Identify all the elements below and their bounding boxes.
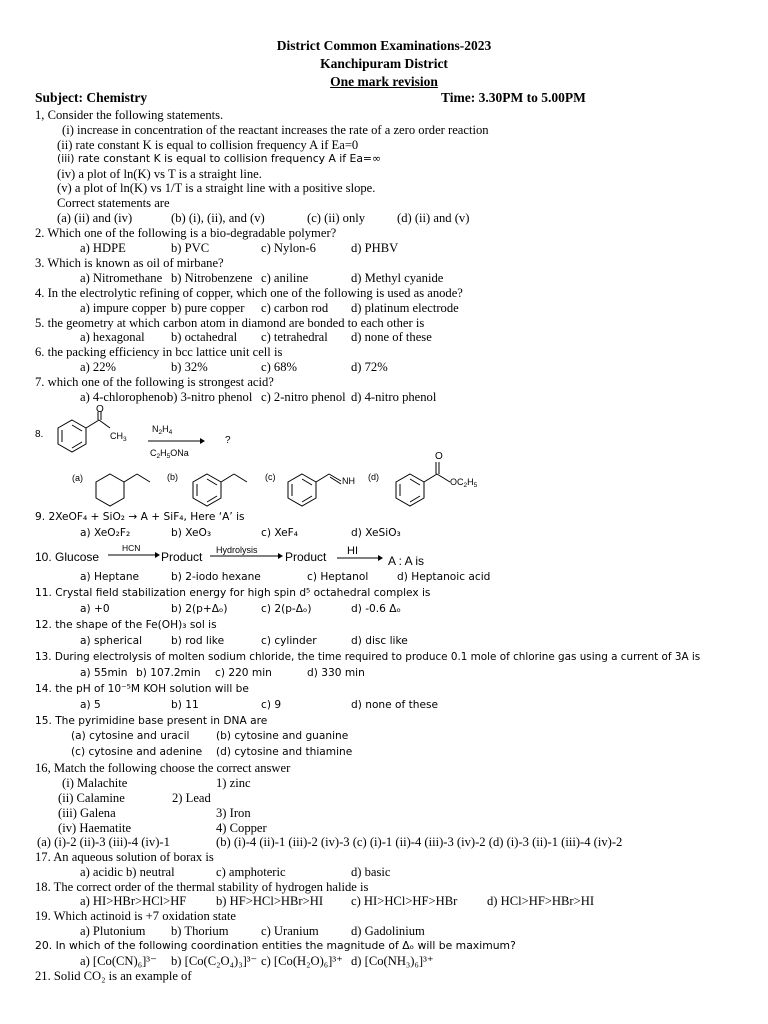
acetophenone-structure bbox=[58, 412, 110, 452]
option: d) XeSiO₃ bbox=[351, 527, 401, 539]
option: b) rod like bbox=[171, 635, 225, 647]
propylcyclohexane-structure bbox=[96, 474, 150, 506]
option: c) 68% bbox=[261, 360, 298, 374]
question-15-stem: 15. The pyrimidine base present in DNA are bbox=[35, 715, 268, 727]
option: c) HI>HCl>HF>HBr bbox=[351, 894, 458, 908]
option: d) none of these bbox=[351, 330, 432, 344]
option: d) -0.6 Δₒ bbox=[351, 603, 401, 615]
option: (a) (ii) and (iv) bbox=[57, 211, 133, 225]
option: a) 5 bbox=[80, 699, 101, 711]
nh-label: NH bbox=[342, 476, 355, 486]
question-6-stem: 6. the packing efficiency in bcc lattice unit cell is bbox=[35, 345, 283, 359]
option: b) HF>HCl>HBr>HI bbox=[216, 894, 324, 908]
match-answer: (a) (i)-2 (ii)-3 (iii)-4 (iv)-1 bbox=[37, 835, 170, 849]
question-5-stem: 5. the geometry at which carbon atom in diamond are bonded to each other is bbox=[35, 316, 425, 330]
option: a) HI>HBr>HCl>HF bbox=[80, 894, 187, 908]
question-2-stem: 2. Which one of the following is a bio-degradable polymer? bbox=[35, 226, 337, 240]
ch3-label: $CH_3$ bbox=[110, 431, 127, 443]
option: a) acidic bbox=[80, 865, 123, 879]
option: c) Uranium bbox=[261, 924, 319, 938]
option: d) disc like bbox=[351, 635, 408, 647]
option-b-label: (b) bbox=[167, 472, 178, 482]
option: b) 107.2min bbox=[136, 667, 201, 679]
option: d) 4-nitro phenol bbox=[351, 390, 437, 404]
option: c) cylinder bbox=[261, 635, 317, 647]
match-left-item: (i) Malachite bbox=[62, 776, 128, 790]
subject-label: Subject: Chemistry bbox=[35, 90, 148, 105]
option: d) Heptanoic acid bbox=[397, 571, 491, 583]
option: d) Methyl cyanide bbox=[351, 271, 444, 285]
match-left-item: (iv) Haematite bbox=[58, 821, 132, 835]
option: (a) cytosine and uracil bbox=[71, 730, 190, 742]
question-9-stem: 9. 2XeOF₄ + SiO₂ → A + SiF₄, Here ‘A’ is bbox=[35, 511, 245, 523]
product-label: Product bbox=[161, 550, 203, 564]
option: c) tetrahedral bbox=[261, 330, 328, 344]
arrow-head bbox=[155, 552, 160, 558]
option: d) HCl>HF>HBr>HI bbox=[487, 894, 595, 908]
option: c) amphoteric bbox=[216, 865, 286, 879]
question-19-stem: 19. Which actinoid is +7 oxidation state bbox=[35, 909, 236, 923]
option: d) 72% bbox=[351, 360, 388, 374]
product-label: Product bbox=[285, 550, 327, 564]
option: d) Gadolinium bbox=[351, 924, 425, 938]
question-1-statement: (i) increase in concentration of the reactant increases the rate of a zero order reaction bbox=[62, 123, 489, 137]
question-18-stem: 18. The correct order of the thermal stability of hydrogen halide is bbox=[35, 880, 369, 894]
option: (d) cytosine and thiamine bbox=[216, 746, 353, 758]
option: b) 3-nitro phenol bbox=[167, 390, 253, 404]
district-name: Kanchipuram District bbox=[320, 56, 448, 71]
option: a) impure copper bbox=[80, 301, 167, 315]
option: d) none of these bbox=[351, 699, 439, 711]
question-1-statement: (iv) a plot of ln(K) vs T is a straight line. bbox=[57, 167, 262, 181]
option: d) [Co(NH₃)₆]³⁺ bbox=[351, 954, 434, 968]
option: a) 55min bbox=[80, 667, 128, 679]
option: a) Heptane bbox=[80, 571, 140, 583]
arrow-head bbox=[378, 555, 383, 561]
option: (b) (i), (ii), and (v) bbox=[171, 211, 265, 225]
question-4-stem: 4. In the electrolytic refining of copper, which one of the following is used as anode? bbox=[35, 286, 463, 300]
option: a) 4-chlorophenol bbox=[80, 390, 170, 404]
ethyl-benzoate-structure bbox=[396, 462, 450, 506]
option: c) 2-nitro phenol bbox=[261, 390, 346, 404]
question-8-scheme bbox=[0, 400, 768, 510]
option: a) Plutonium bbox=[80, 924, 146, 938]
question-7-stem: 7. which one of the following is strongest acid? bbox=[35, 375, 274, 389]
exam-title: District Common Examinations-2023 bbox=[276, 38, 492, 53]
option: d) basic bbox=[351, 865, 391, 879]
option: c) Nylon-6 bbox=[261, 241, 316, 255]
reagent-hcn: HCN bbox=[122, 543, 141, 553]
a-is-label: A : A is bbox=[388, 554, 425, 568]
question-1-statement: (ii) rate constant K is equal to collision frequency A if Ea=0 bbox=[57, 138, 359, 152]
option: b) 2(p+Δₒ) bbox=[171, 603, 228, 615]
option: a) +0 bbox=[80, 603, 110, 615]
option: d) platinum electrode bbox=[351, 301, 459, 315]
reagent-bottom: $C_2H_5ONa$ bbox=[150, 448, 189, 460]
question-13-stem: 13. During electrolysis of molten sodium chloride, the time required to produce 0.1 mole of chlorine gas using a current of 3A is bbox=[35, 651, 701, 663]
option: a) [Co(CN)₆]³⁻ bbox=[80, 954, 157, 968]
option: a) HDPE bbox=[80, 241, 126, 255]
option: c) [Co(H₂O)₆]³⁺ bbox=[261, 954, 343, 968]
propylbenzene-structure bbox=[193, 474, 247, 506]
question-14-stem: 14. the pH of 10⁻⁵M KOH solution will be bbox=[35, 683, 249, 695]
option: (c) (ii) only bbox=[307, 211, 366, 225]
option: c) aniline bbox=[261, 271, 309, 285]
reagent-hi: HI bbox=[347, 545, 358, 557]
oxygen-label: O bbox=[435, 451, 443, 462]
option: c) XeF₄ bbox=[261, 527, 298, 539]
option: b) [Co(C₂O₄)₃]³⁻ bbox=[171, 954, 258, 968]
arrow-head bbox=[200, 438, 205, 444]
match-right-item: 2) Lead bbox=[172, 791, 211, 805]
match-left-item: (ii) Calamine bbox=[58, 791, 125, 805]
option: b) 32% bbox=[171, 360, 208, 374]
option: c) Heptanol bbox=[307, 571, 369, 583]
option: b) XeO₃ bbox=[171, 527, 212, 539]
option: b) octahedral bbox=[171, 330, 238, 344]
option: c) 220 min bbox=[215, 667, 272, 679]
match-right-item: 4) Copper bbox=[216, 821, 267, 835]
option: a) spherical bbox=[80, 635, 143, 647]
glucose-label: 10. Glucose bbox=[35, 550, 100, 564]
option-a-label: (a) bbox=[72, 473, 83, 483]
reagent-hydrolysis: Hydrolysis bbox=[216, 545, 258, 555]
option: (d) (ii) and (v) bbox=[397, 211, 470, 225]
question-11-stem: 11. Crystal field stabilization energy for high spin d⁵ octahedral complex is bbox=[35, 587, 431, 599]
match-left-item: (iii) Galena bbox=[58, 806, 116, 820]
option: c) 2(p-Δₒ) bbox=[261, 603, 312, 615]
option: c) carbon rod bbox=[261, 301, 329, 315]
option: d) PHBV bbox=[351, 241, 399, 255]
question-1-statement: (iii) rate constant K is equal to collision frequency A if Ea=∞ bbox=[57, 152, 381, 165]
imine-structure bbox=[288, 474, 341, 506]
match-right-item: 1) zinc bbox=[216, 776, 251, 790]
option: (b) cytosine and guanine bbox=[216, 730, 349, 742]
question-20-stem: 20. In which of the following coordination entities the magnitude of Δₒ will be maximum? bbox=[35, 939, 516, 952]
oxygen-label: O bbox=[96, 404, 104, 415]
question-1-stem: 1, Consider the following statements. bbox=[35, 108, 224, 122]
match-answer: (b) (i)-4 (ii)-1 (iii)-2 (iv)-3 (c) (i)-1 (ii)-4 (iii)-3 (iv)-2 (d) (i)-3 (ii)-1 (iii)-4 (iv)-2 bbox=[216, 835, 623, 849]
paper-title: One mark revision bbox=[330, 74, 438, 89]
oc2h5-label: $OC_2H_5$ bbox=[450, 477, 478, 489]
option: b) Nitrobenzene bbox=[171, 271, 253, 285]
question-16-stem: 16, Match the following choose the correct answer bbox=[35, 761, 291, 775]
question-1-statement: (v) a plot of ln(K) vs 1/T is a straight line with a positive slope. bbox=[57, 181, 376, 195]
option: d) 330 min bbox=[307, 667, 365, 679]
question-21-stem: 21. Solid CO₂ is an example of bbox=[35, 969, 192, 983]
question-10-scheme bbox=[0, 540, 768, 570]
arrow-head bbox=[278, 553, 283, 559]
option: b) neutral bbox=[126, 865, 175, 879]
option: b) PVC bbox=[171, 241, 210, 255]
question-17-stem: 17. An aqueous solution of borax is bbox=[35, 850, 214, 864]
question-8-number: 8. bbox=[35, 429, 44, 440]
match-right-item: 3) Iron bbox=[216, 806, 251, 820]
option: b) pure copper bbox=[171, 301, 245, 315]
reagent-top: $N_2H_4$ bbox=[152, 424, 173, 436]
option: (c) cytosine and adenine bbox=[71, 746, 203, 758]
option: b) 2-iodo hexane bbox=[171, 571, 261, 583]
option: a) 22% bbox=[80, 360, 117, 374]
option: b) 11 bbox=[171, 699, 199, 711]
option: a) Nitromethane bbox=[80, 271, 163, 285]
option-d-label: (d) bbox=[368, 472, 379, 482]
option-c-label: (c) bbox=[265, 472, 276, 482]
product-unknown: ? bbox=[225, 435, 231, 446]
option: a) XeO₂F₂ bbox=[80, 527, 131, 539]
question-3-stem: 3. Which is known as oil of mirbane? bbox=[35, 256, 224, 270]
question-12-stem: 12. the shape of the Fe(OH)₃ sol is bbox=[35, 619, 217, 631]
option: c) 9 bbox=[261, 699, 282, 711]
question-1-statement: Correct statements are bbox=[57, 196, 170, 210]
option: b) Thorium bbox=[171, 924, 229, 938]
option: a) hexagonal bbox=[80, 330, 145, 344]
time-label: Time: 3.30PM to 5.00PM bbox=[441, 90, 586, 105]
